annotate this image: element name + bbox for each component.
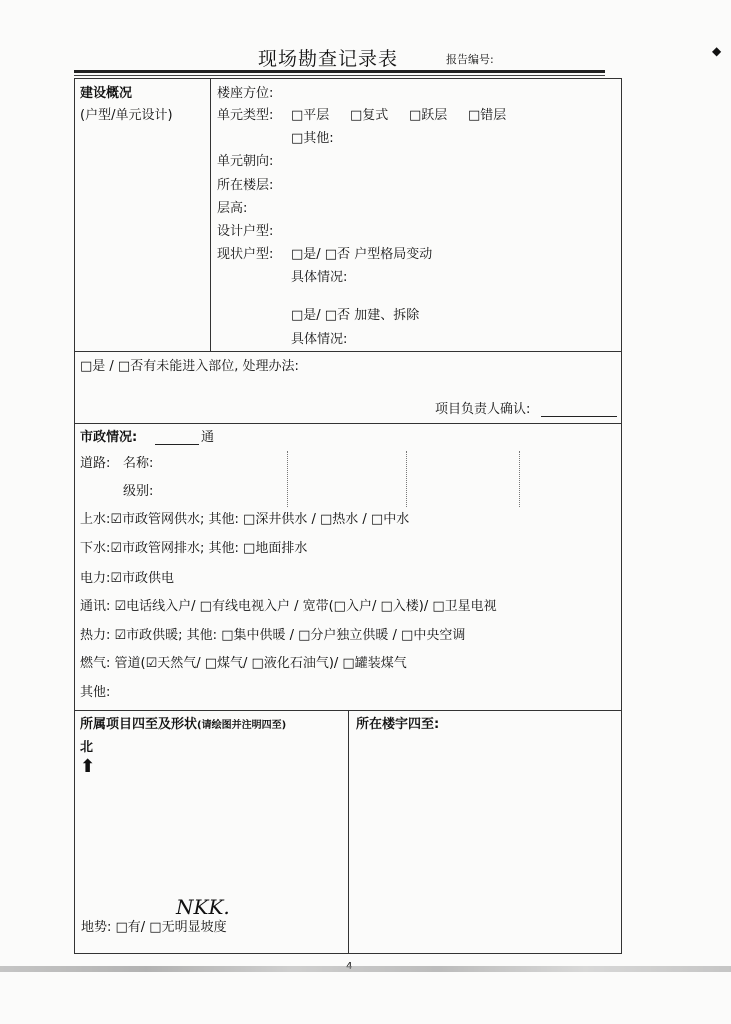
section4-divider	[348, 710, 349, 953]
road-column-divider-3	[519, 451, 520, 507]
terrain-slope-options[interactable]: 地势: □有/ □无明显坡度	[81, 920, 227, 935]
handwritten-note: NKK.	[176, 895, 230, 919]
unit-option-split[interactable]: □错层	[468, 108, 507, 123]
road-column-divider-1	[287, 451, 288, 507]
current-layout-label: 现状户型:	[217, 247, 274, 262]
layout-change-options[interactable]: □是/ □否 户型格局变动	[291, 247, 433, 262]
title-rule-thin	[74, 75, 605, 76]
north-label: 北	[80, 740, 94, 755]
water-supply-row[interactable]: 上水:☑市政管网供水; 其他: □深井供水 / □热水 / □中水	[80, 512, 410, 527]
heating-row[interactable]: 热力: ☑市政供暖; 其他: □集中供暖 / □分户独立供暖 / □中央空调	[80, 628, 466, 643]
municipal-label: 市政情况:	[80, 430, 138, 445]
title-rule-thick	[74, 70, 605, 73]
building-boundaries-label: 所在楼宇四至:	[356, 717, 440, 732]
other-utilities-label: 其他:	[80, 685, 111, 700]
unit-option-duplex[interactable]: □复式	[350, 108, 389, 123]
road-name-label: 名称:	[123, 456, 154, 471]
project-boundaries-note: (请绘图并注明四至)	[197, 720, 287, 731]
gas-row[interactable]: 燃气: 管道(☑天然气/ □煤气/ □液化石油气)/ □罐装煤气	[80, 656, 407, 671]
road-label: 道路:	[80, 456, 111, 471]
section2-bottom-rule	[75, 423, 621, 424]
layout-change-details-label: 具体情况:	[291, 270, 348, 285]
municipal-count-field[interactable]	[155, 430, 199, 445]
overview-label: 建设概况	[80, 86, 133, 101]
page-title: 现场勘查记录表	[258, 48, 399, 70]
project-boundaries-title: 所属项目四至及形状	[80, 717, 198, 732]
section1-bottom-rule	[75, 351, 621, 352]
project-lead-confirm-label: 项目负责人确认:	[435, 402, 531, 417]
unit-option-other[interactable]: □其他:	[291, 131, 334, 146]
form-frame	[74, 78, 622, 954]
addition-options[interactable]: □是/ □否 加建、拆除	[291, 308, 420, 323]
floor-height-label: 层高:	[217, 201, 248, 216]
building-direction-label: 楼座方位:	[217, 86, 274, 101]
project-lead-confirm-field[interactable]	[541, 402, 617, 417]
unit-option-loft[interactable]: □跃层	[409, 108, 448, 123]
report-number-label: 报告编号:	[446, 53, 494, 66]
telecom-row[interactable]: 通讯: ☑电话线入户/ □有线电视入户 / 宽带(□入户/ □入楼)/ □卫星电视	[80, 599, 497, 614]
scan-edge-shadow	[0, 966, 731, 972]
road-column-divider-2	[406, 451, 407, 507]
addition-details-label: 具体情况:	[291, 332, 348, 347]
municipal-suffix: 通	[201, 430, 215, 445]
unit-type-label: 单元类型:	[217, 108, 274, 123]
project-boundaries-label	[80, 716, 286, 735]
unit-option-flat[interactable]: □平层	[291, 108, 330, 123]
road-level-label: 级别:	[123, 484, 154, 499]
unit-orientation-label: 单元朝向:	[217, 154, 274, 169]
drainage-row[interactable]: 下水:☑市政管网排水; 其他: □地面排水	[80, 541, 308, 556]
overview-sublabel: (户型/单元设计)	[80, 108, 173, 123]
north-arrow-icon: ⬆	[80, 756, 96, 777]
power-row[interactable]: 电力:☑市政供电	[80, 571, 175, 586]
floor-located-label: 所在楼层:	[217, 178, 274, 193]
section1-divider	[210, 79, 211, 351]
design-layout-label: 设计户型:	[217, 224, 274, 239]
inaccessible-areas-options[interactable]: □是 / □否有未能进入部位, 处理办法:	[80, 359, 299, 374]
corner-mark: ◆	[712, 44, 722, 58]
